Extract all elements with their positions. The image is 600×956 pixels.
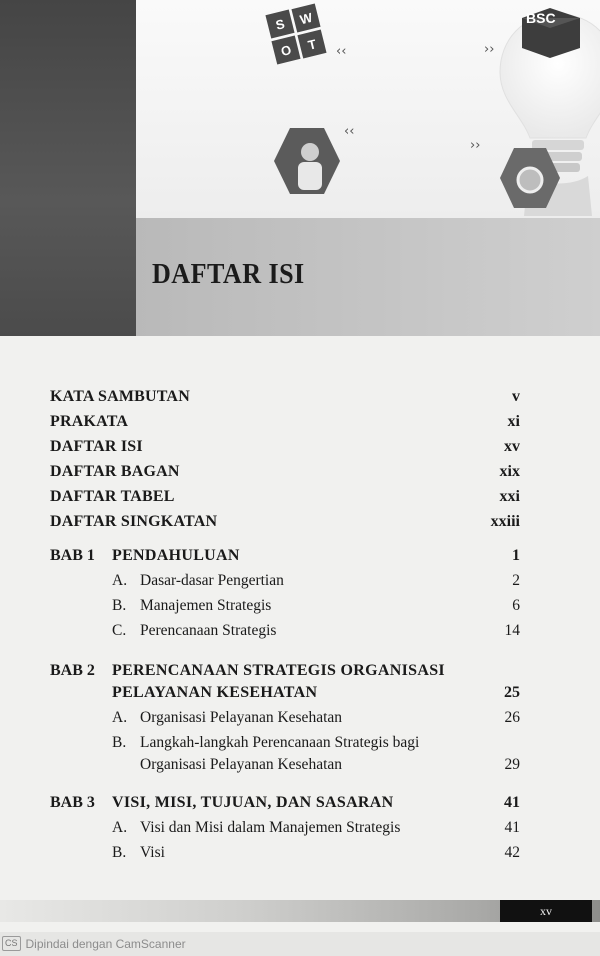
medical-photo-icon xyxy=(498,146,562,210)
arrow-icon: ‹‹ xyxy=(344,124,355,139)
bsc-logo-text: BSC xyxy=(526,10,556,26)
toc-chapter-heading xyxy=(50,794,520,819)
section-page: 2 xyxy=(512,572,520,589)
section-page: 6 xyxy=(512,597,520,614)
bsc-logo-icon xyxy=(518,4,582,60)
chapter-title: VISI, MISI, TUJUAN, DAN SASARAN xyxy=(112,794,394,811)
toc-item-page: xxiii xyxy=(490,513,520,530)
toc-section-cont xyxy=(50,756,520,781)
toc-section xyxy=(50,819,520,844)
toc-chapter xyxy=(50,794,520,869)
toc-item-label: DAFTAR SINGKATAN xyxy=(50,513,218,530)
section-title-line: Organisasi Pelayanan Kesehatan xyxy=(140,756,343,773)
section-page: 42 xyxy=(504,844,520,861)
toc-section xyxy=(50,844,520,869)
toc-front-item xyxy=(50,463,520,488)
swot-letter: W xyxy=(291,3,320,32)
toc-chapter-heading xyxy=(50,547,520,572)
toc-item-page: xv xyxy=(504,438,520,455)
arrow-icon: ‹‹ xyxy=(336,44,347,59)
chapter-page: 41 xyxy=(504,794,520,811)
toc-item-label: DAFTAR BAGAN xyxy=(50,463,180,480)
swot-letter: T xyxy=(297,29,326,58)
section-title: Manajemen Strategis xyxy=(140,597,272,614)
left-gray-band xyxy=(0,0,136,336)
section-page: 41 xyxy=(504,819,520,836)
chapter-number: BAB 1 xyxy=(50,547,95,564)
section-letter: B. xyxy=(112,844,127,861)
toc-item-page: xxi xyxy=(499,488,520,505)
section-letter: B. xyxy=(112,734,127,751)
toc-section xyxy=(50,572,520,597)
toc-item-page: xix xyxy=(499,463,520,480)
section-title: Visi dan Misi dalam Manajemen Strategis xyxy=(140,819,401,836)
toc-chapter-heading xyxy=(50,662,520,684)
arrow-icon: ›› xyxy=(470,138,481,153)
section-letter: A. xyxy=(112,709,128,726)
toc-front-item xyxy=(50,513,520,538)
toc-item-label: DAFTAR TABEL xyxy=(50,488,175,505)
chapter-title: PENDAHULUAN xyxy=(112,547,240,564)
section-page: 26 xyxy=(504,709,520,726)
swot-logo-icon xyxy=(258,6,332,64)
toc-chapter xyxy=(50,547,520,647)
page-title: DAFTAR ISI xyxy=(152,258,305,290)
section-title: Dasar-dasar Pengertian xyxy=(140,572,284,589)
chapter-page: 1 xyxy=(512,547,520,564)
toc-chapter-heading-cont xyxy=(50,684,520,709)
toc-item-page: xi xyxy=(507,413,520,430)
toc-section xyxy=(50,597,520,622)
section-title: Organisasi Pelayanan Kesehatan xyxy=(140,709,343,726)
swot-letter: S xyxy=(265,9,294,38)
section-page: 14 xyxy=(504,622,520,639)
toc-item-label: PRAKATA xyxy=(50,413,129,430)
section-letter: A. xyxy=(112,572,128,589)
chapter-title: PERENCANAAN STRATEGIS ORGANISASI xyxy=(112,662,445,679)
swot-letter: O xyxy=(271,35,300,64)
toc-item-label: DAFTAR ISI xyxy=(50,438,143,455)
camscanner-logo-icon: CS xyxy=(2,936,21,951)
chapter-number: BAB 3 xyxy=(50,794,95,811)
toc-front-item xyxy=(50,488,520,513)
section-title: Langkah-langkah Perencanaan Strategis bagi xyxy=(140,734,420,751)
footer-page-number: xv xyxy=(500,900,592,922)
chapter-page: 25 xyxy=(504,684,520,701)
section-letter: B. xyxy=(112,597,127,614)
toc-front-item xyxy=(50,413,520,438)
scanner-text: Dipindai dengan CamScanner xyxy=(25,936,186,951)
arrow-icon: ›› xyxy=(484,42,495,57)
toc-section xyxy=(50,622,520,647)
scanner-watermark xyxy=(2,936,186,951)
toc-section xyxy=(50,734,520,756)
toc-item-label: KATA SAMBUTAN xyxy=(50,388,190,405)
section-page: 29 xyxy=(504,756,520,773)
toc-front-item xyxy=(50,438,520,463)
section-letter: A. xyxy=(112,819,128,836)
toc-front-item xyxy=(50,388,520,413)
table-of-contents xyxy=(50,388,520,869)
toc-item-page: v xyxy=(512,388,520,405)
section-title: Visi xyxy=(140,844,165,861)
chapter-number: BAB 2 xyxy=(50,662,95,679)
section-title: Perencanaan Strategis xyxy=(140,622,277,639)
toc-chapter xyxy=(50,662,520,781)
section-letter: C. xyxy=(112,622,127,639)
chapter-title-line: PELAYANAN KESEHATAN xyxy=(112,684,318,701)
doctor-photo-icon xyxy=(272,126,342,196)
toc-section xyxy=(50,709,520,734)
